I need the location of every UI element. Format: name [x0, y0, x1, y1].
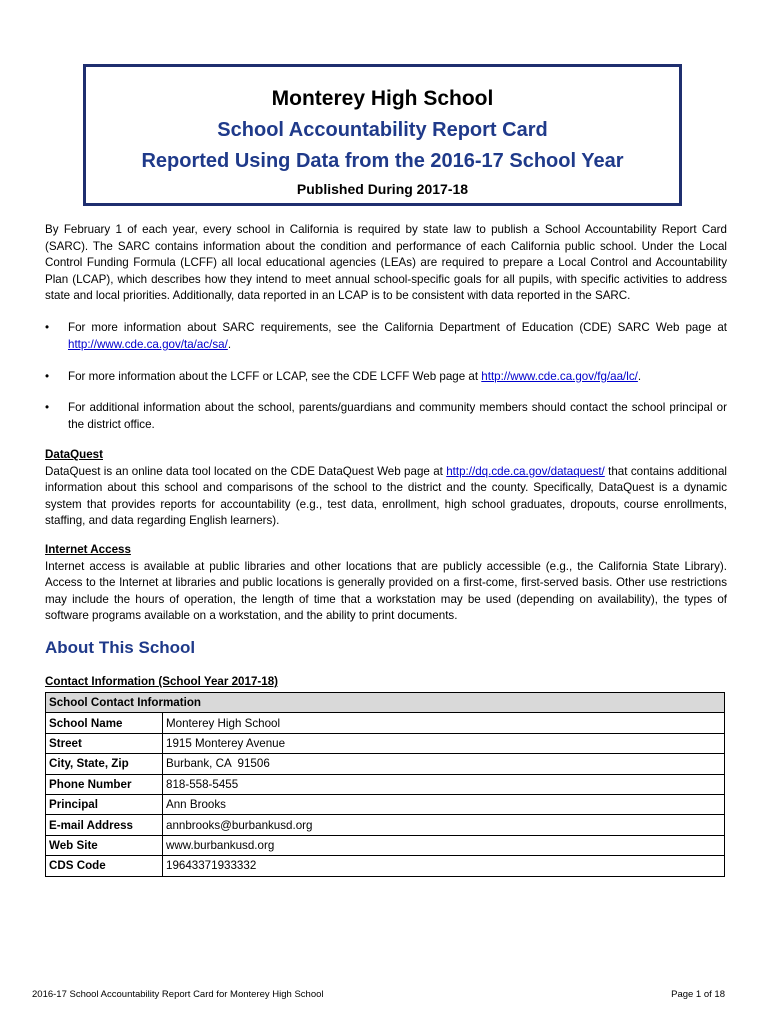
bullet-pre: For more information about SARC requirements, see the California Department of Education (CDE) SARC Web page at [68, 321, 727, 334]
row-value: 818-558-5455 [163, 774, 725, 794]
bullet-dot: • [45, 370, 50, 383]
lcff-link[interactable]: http://www.cde.ca.gov/fg/aa/lc/ [481, 370, 638, 383]
row-label: Street [46, 733, 163, 753]
table-row [46, 835, 725, 855]
row-label: Phone Number [46, 774, 163, 794]
dataquest-section [45, 447, 727, 530]
bullet-post: . [227, 337, 232, 351]
footer-title: 2016-17 School Accountability Report Card for Monterey High School [32, 989, 324, 1000]
table-row [46, 856, 725, 876]
table-header: School Contact Information [46, 693, 725, 713]
intro-paragraph: By February 1 of each year, every school in California is required by state law to publish a School Accountability Report Card (SARC). The SARC contains information about the condition and performance of each California public school. Under the Local Control Funding Formula (LCFF) all local educational agencies (LEAs) are required to prepare a Local Control and Accountability Plan (LCAP), which describes how they intend to meet annual school-specific goals for all pupils, with specific activities to address state and local priorities. Additionally, data reported in an LCAP is to be consistent with data reported in the SARC. [45, 223, 727, 302]
table-row [46, 774, 725, 794]
internet-access-text: Internet access is available at public libraries and other locations that are publicly accessible (e.g., the California State Library). Access to the Internet at libraries and public locations is generally provided on a first-come, first-served basis. Other use restrictions may include the hours of operation, the length of time that a workstation may be used (depending on availability), the types of software programs available on a workstation, and the ability to print documents. [45, 559, 727, 622]
row-value: Monterey High School [163, 713, 725, 733]
row-value: www.burbankusd.org [163, 835, 725, 855]
row-label: E-mail Address [46, 815, 163, 835]
row-label: CDS Code [46, 856, 163, 876]
bullet-dot: • [45, 321, 50, 334]
row-label: City, State, Zip [46, 754, 163, 774]
table-row [46, 815, 725, 835]
table-header-row [46, 693, 725, 713]
bullet-text [68, 320, 727, 353]
row-value: Burbank, CA 91506 [163, 754, 725, 774]
row-label: School Name [46, 713, 163, 733]
table-row [46, 733, 725, 753]
school-name-title: Monterey High School [271, 87, 494, 110]
bullet-dot: • [45, 401, 50, 414]
row-label: Principal [46, 794, 163, 814]
dataquest-link[interactable]: http://dq.cde.ca.gov/dataquest/ [446, 464, 605, 478]
dataquest-post: that contains additional information about this school and comparisons of the school to the district and the county. Specifically, DataQuest is a dynamic system that provides reports for accountability (e.g., test data, enrollment, high school graduates, dropouts, course enrollments, staffing, and data regarding English learners). [45, 464, 727, 527]
reported-year-title: Reported Using Data from the 2016-17 School Year [141, 150, 624, 172]
dataquest-pre: DataQuest is an online data tool located on the CDE DataQuest Web page at [45, 464, 447, 478]
title-box [83, 64, 682, 206]
contact-table [45, 692, 725, 877]
bullet-pre: For more information about the LCFF or LCAP, see the CDE LCFF Web page at [68, 370, 482, 383]
report-title: School Accountability Report Card [217, 119, 548, 141]
bullet-text: For additional information about the school, parents/guardians and community members should contact the school principal or the district office. [68, 401, 727, 431]
contact-title: Contact Information (School Year 2017-18) [45, 675, 279, 688]
internet-access-section [45, 542, 727, 625]
internet-access-heading: Internet Access [45, 543, 131, 556]
bullet-text [68, 369, 727, 386]
bullet-post: . [637, 370, 642, 383]
page-number: Page 1 of 18 [671, 989, 725, 1000]
table-row [46, 713, 725, 733]
row-label: Web Site [46, 835, 163, 855]
row-value: 19643371933332 [163, 856, 725, 876]
sarc-link[interactable]: http://www.cde.ca.gov/ta/ac/sa/ [68, 337, 228, 351]
published-title: Published During 2017-18 [296, 181, 469, 197]
table-row [46, 754, 725, 774]
dataquest-heading: DataQuest [45, 448, 103, 461]
row-value: 1915 Monterey Avenue [163, 733, 725, 753]
about-heading: About This School [45, 638, 196, 657]
row-value: annbrooks@burbankusd.org [163, 815, 725, 835]
row-value: Ann Brooks [163, 794, 725, 814]
table-row [46, 794, 725, 814]
